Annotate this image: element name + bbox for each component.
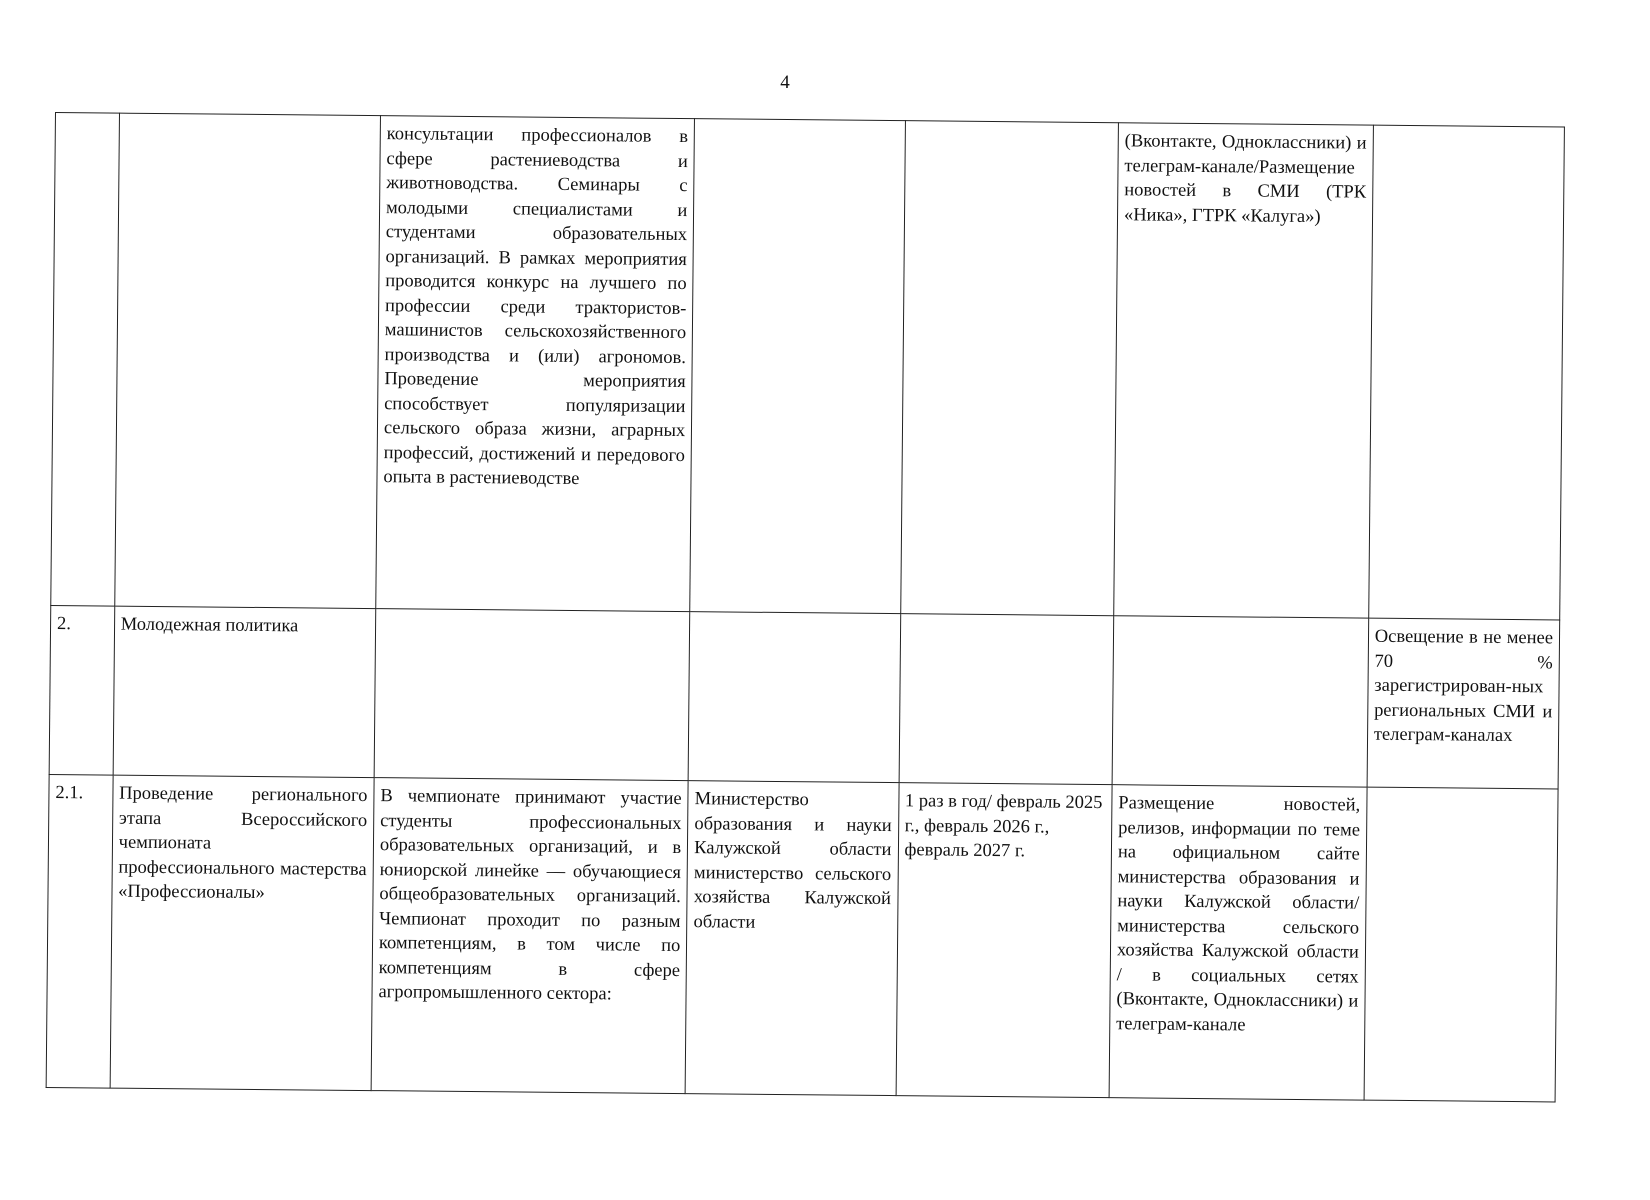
table-row — [51, 113, 1565, 620]
cell-media — [1112, 616, 1368, 787]
cell-timing — [900, 121, 1118, 616]
page-number: 4 — [780, 72, 790, 93]
cell-result: Освещение в не менее 70 % зарегистрирован-ных региональных СМИ и телеграм-каналах — [1367, 618, 1560, 789]
table-row — [46, 774, 1558, 1101]
cell-num — [51, 113, 119, 607]
cell-name: Проведение регионального этапа Всероссийского чемпионата профессионального мастерства «Профессионалы» — [110, 775, 374, 1090]
cell-description: В чемпионате принимают участие студенты профессиональных образовательных организаций, и в юниорской линейке — обучающиеся общеобразовательных организаций. Чемпионат проходит по разным компетенциям, в том числе по компетенциям в сфере агропромышленного сектора: — [371, 778, 688, 1094]
cell-timing — [899, 614, 1114, 785]
plan-table — [46, 112, 1565, 1102]
cell-media: (Вконтакте, Одноклассники) и телеграм-канале/Размещение новостей в СМИ (ТРК «Ника», ГТРК «Калуга») — [1114, 123, 1374, 618]
cell-num: 2.1. — [46, 774, 113, 1088]
cell-responsible: Министерство образования и науки Калужской области министерство сельского хозяйства Калужской области — [685, 781, 898, 1096]
cell-description: консультации профессионалов в сфере растениеводства и животноводства. Семинары с молодыми специалистами и студентами образовательных организаций. В рамках мероприятия проводится конкурс на лучшего по профессии среди трактористов-машинистов сельскохозяйственного производства и (или) агрономов. Проведение мероприятия способствует популяризации сельского образа жизни, аграрных профессий, достижений и передового опыта в растениеводстве — [376, 116, 695, 612]
cell-name: Молодежная политика — [113, 606, 376, 777]
cell-result — [1364, 787, 1558, 1102]
cell-media: Размещение новостей, релизов, информации по теме на официальном сайте министерства образования и науки Калужской области/ министерства сельского хозяйства Калужской области / в социальных сетях (Вконтакте, Одноклассники) и телеграм-канале — [1109, 785, 1367, 1100]
cell-responsible — [688, 612, 900, 783]
table-row — [49, 605, 1560, 788]
cell-responsible — [690, 119, 905, 614]
cell-timing: 1 раз в год/ февраль 2025 г., февраль 2026 г., февраль 2027 г. — [896, 783, 1112, 1098]
cell-result — [1368, 125, 1564, 620]
cell-description — [374, 609, 690, 781]
cell-name — [114, 113, 380, 608]
cell-num: 2. — [49, 605, 114, 775]
